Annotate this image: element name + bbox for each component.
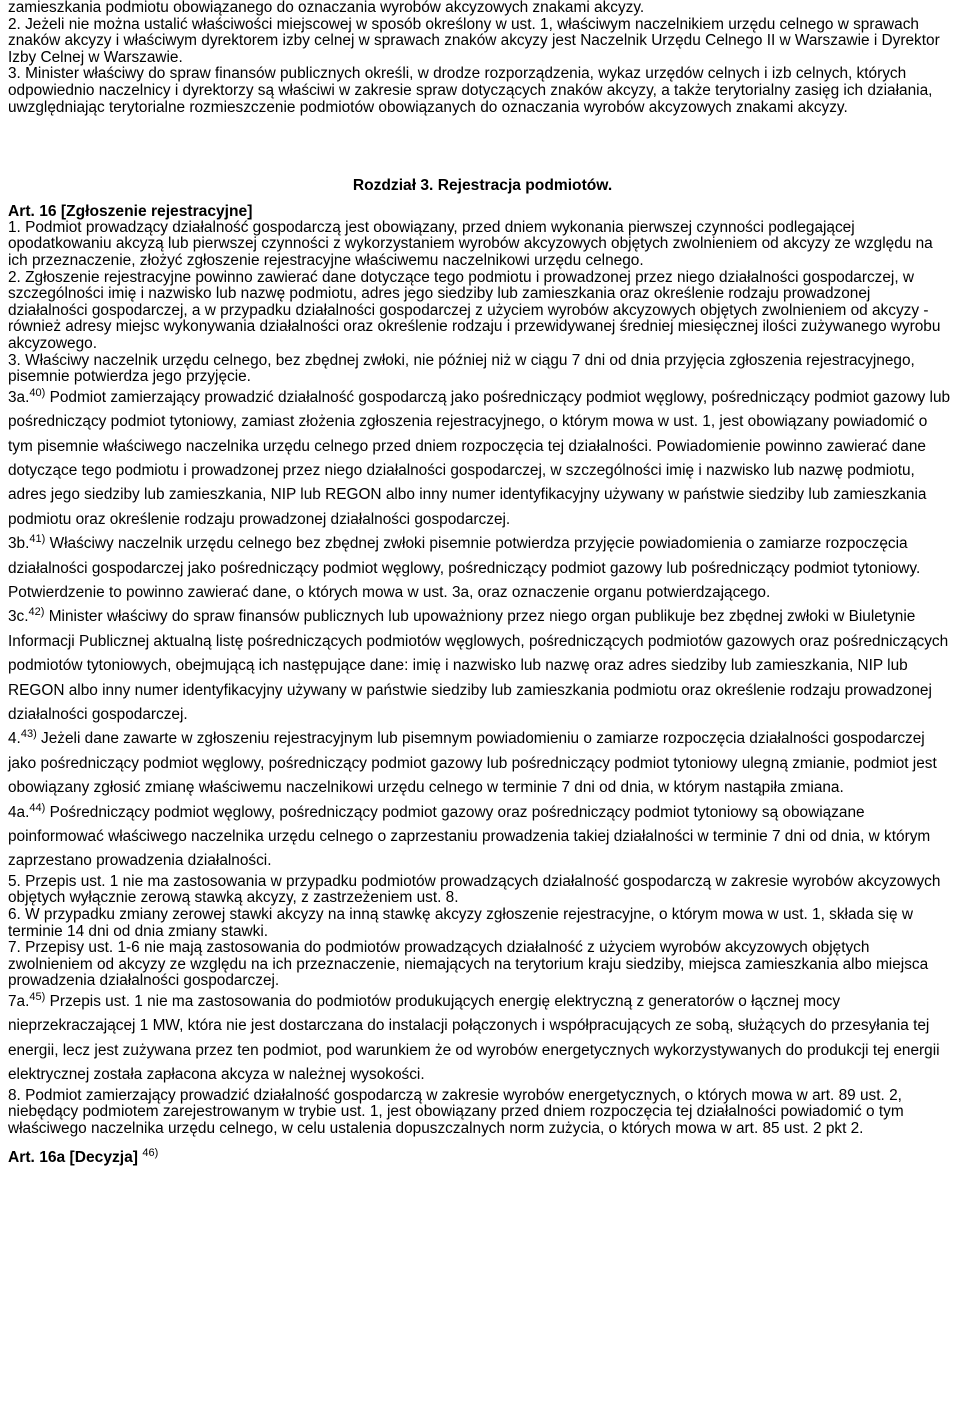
paragraph-label: 3b. — [8, 535, 30, 553]
footnote-ref: 44) — [29, 801, 46, 814]
footnote-ref: 41) — [29, 533, 46, 546]
footnote-ref: 45) — [29, 990, 46, 1003]
paragraph-label: 3c. — [8, 608, 29, 626]
paragraph-3: 3. Minister właściwy do spraw finansów publicznych określi, w drodze rozporządzenia, wykaz urzędów celnych i izb celnych, których odpowiednio naczelnicy i dyrektorzy są właściwi w zakresie spraw dotyczących znaków akcyzy, a także terytorialny zasięg ich działania, uwzględniając terytorialne rozmieszczenie podmiotów obowiązanych do oznaczania wyrobów akcyzowych znakami akcyzy. — [8, 65, 933, 116]
chapter-heading — [8, 178, 954, 195]
footnote-ref: 42) — [28, 606, 45, 619]
paragraph-label: 3a. — [8, 388, 30, 406]
paragraph-label: 4a. — [8, 803, 30, 821]
article-16-paragraph-3: 3. Właściwy naczelnik urzędu celnego, bez zbędnej zwłoki, nie później niż w ciągu 7 dni od dnia przyjęcia zgłoszenia rejestracyjnego, pisemnie potwierdza jego przyjęcie. — [8, 351, 915, 386]
article-16-paragraph-6: 6. W przypadku zmiany zerowej stawki akcyzy na inną stawkę akcyzy zgłoszenie rejestracyjne, o którym mowa w ust. 1, składa się w terminie 14 dni od dnia zmiany stawki. — [8, 906, 913, 940]
article-16-paragraph-7a — [8, 990, 954, 1088]
article-16-paragraph-4 — [8, 727, 954, 800]
paragraph-2: 2. Jeżeli nie można ustalić właściwości miejscowej w sposób określony w ust. 1, właściwym naczelnikiem urzędu celnego w sprawach znaków akcyzy i właściwym dyrektorem izby celnej w sprawach znaków akcyzy jest Naczelnik Urzędu Celnego II w Warszawie i Dyrektor Izby Celnej w Warszawie. — [8, 15, 940, 66]
paragraph-text: Minister właściwy do spraw finansów publicznych lub upoważniony przez niego organ publikuje bez zbędnej zwłoki w Biuletynie Informacji Publicznej aktualną listę pośredniczących podmiotów węglowych, pośredniczących podmiotów gazowych oraz pośredniczących podmiotów tytoniowych, obejmującą ich następujące dane: imię i nazwisko lub nazwę oraz adres siedziby lub zamieszkania, NIP lub REGON albo inny numer identyfikacyjny używany w państwie siedziby lub zamieszkania podmiotu oraz określenie rodzaju prowadzonej działalności gospodarczej. — [8, 608, 949, 723]
paragraph-text: Jeżeli dane zawarte w zgłoszeniu rejestracyjnym lub pisemnym powiadomieniu o zamiarze rozpoczęcia działalności gospodarczej jako pośredniczący podmiot węglowy, pośredniczący podmiot gazowy lub pośredniczący podmiot tytoniowy ulegną zmianie, podmiot jest obowiązany zgłosić zmianę właściwemu naczelnikowi urzędu celnego w terminie 7 dni od dnia, w którym nastąpiła zmiana. — [8, 730, 937, 797]
footnote-ref: 43) — [20, 728, 37, 741]
paragraph-text: Przepis ust. 1 nie ma zastosowania do podmiotów produkujących energię elektryczną z generatorów o łącznej mocy nieprzekraczającej 1 MW, która nie jest dostarczana do instalacji połączonych i współpracujących ze sobą, służących do przesyłania tej energii, lecz jest zużywana przez ten podmiot, pod warunkiem że od wyrobów energetycznych wykorzystywanych do produkcji tej energii elektrycznej została zapłacona akcyza w należnej wysokości. — [8, 992, 940, 1084]
article-16a-heading — [8, 1149, 954, 1166]
article-16-paragraph-3c — [8, 605, 954, 727]
paragraph-continuation: zamieszkania podmiotu obowiązanego do oznaczania wyrobów akcyzowych znakami akcyzy. — [8, 0, 645, 16]
article-16-paragraph-7: 7. Przepisy ust. 1-6 nie mają zastosowania do podmiotów prowadzących działalność z użyciem wyrobów akcyzowych objętych zwolnieniem od akcyzy ze względu na ich przeznaczenie, niemających na terytorium kraju siedziby, miejsca zamieszkania albo miejsca prowadzenia działalności gospodarczej. — [8, 939, 929, 990]
article-16-paragraph-5: 5. Przepis ust. 1 nie ma zastosowania w przypadku podmiotów prowadzących działalność gospodarczą w zakresie wyrobów akcyzowych objętych wyłącznie zerową stawką akcyzy, z zastrzeżeniem ust. 8. — [8, 872, 941, 907]
article-16-paragraph-3b — [8, 532, 954, 605]
article-16-heading: Art. 16 [Zgłoszenie rejestracyjne] — [8, 202, 253, 220]
paragraph-text: Podmiot zamierzający prowadzić działalność gospodarczą jako pośredniczący podmiot węglowy, pośredniczący podmiot gazowy lub pośredniczący podmiot tytoniowy, zamiast złożenia zgłoszenia rejestracyjnego, o którym mowa w ust. 1, jest obowiązany powiadomić o tym pisemnie właściwego naczelnika urzędu celnego przed dniem rozpoczęcia tej działalności. Powiadomienie powinno zawierać dane dotyczące tego podmiotu i prowadzonej przez niego działalności gospodarczej, w szczególności imię i nazwisko lub nazwę podmiotu, adres jego siedziby lub zamieszkania, NIP lub REGON albo inny numer identyfikacyjny używany w państwie siedziby lub zamieszkania podmiotu oraz określenie rodzaju prowadzonej działalności gospodarczej. — [8, 388, 951, 528]
article-16-paragraph-2: 2. Zgłoszenie rejestracyjne powinno zawierać dane dotyczące tego podmiotu i prowadzonej przez niego działalności gospodarczej, w szczególności imię i nazwisko lub nazwę podmiotu, adres jego siedziby lub zamieszkania oraz określenie rodzaju prowadzonej działalności gospodarczej, a w przypadku działalności gospodarczej z użyciem wyrobów akcyzowych objętych zwolnieniem od akcyzy - również adresy miejsc wykonywania działalności oraz określenie rodzaju i przewidywanej średniej miesięcznej ilości zużywanego wyrobu akcyzowego. — [8, 268, 941, 352]
article-16-paragraph-4a — [8, 801, 954, 874]
paragraph-label: 4. — [8, 730, 21, 748]
paragraph-text: Właściwy naczelnik urzędu celnego bez zbędnej zwłoki pisemnie potwierdza przyjęcie powiadomienia o zamiarze rozpoczęcia działalności gospodarczej jako pośredniczący podmiot węglowy, pośredniczący podmiot gazowy lub pośredniczący podmiot tytoniowy. Potwierdzenie to powinno zawierać dane, o których mowa w ust. 3a, oraz oznaczenie organu potwierdzającego. — [8, 535, 921, 601]
chapter-title: Rozdział 3. Rejestracja podmiotów. — [352, 177, 613, 195]
footnote-ref: 40) — [29, 386, 46, 399]
article-16-paragraph-8: 8. Podmiot zamierzający prowadzić działalność gospodarczą w zakresie wyrobów energetycznych, o których mowa w art. 89 ust. 2, niebędący podmiotem zarejestrowanym w trybie ust. 1, jest obowiązany przed dniem rozpoczęcia tej działalności powiadomić o tym właściwego naczelnika urzędu celnego, w celu ustalenia dopuszczalnych norm zużycia, o których mowa w art. 85 ust. 2 pkt 2. — [8, 1086, 904, 1137]
paragraph-text: Pośredniczący podmiot węglowy, pośredniczący podmiot gazowy oraz pośredniczący podmiot tytoniowy są obowiązane poinformować właściwego naczelnika urzędu celnego o zaprzestaniu prowadzenia takiej działalności w terminie 7 dni od dnia, w którym zaprzestano prowadzenia działalności. — [8, 803, 931, 870]
article-16a-title: Art. 16a [Decyzja] — [8, 1149, 139, 1167]
article-16-paragraph-3a — [8, 386, 954, 532]
footnote-ref: 46) — [142, 1147, 159, 1160]
paragraph-label: 7a. — [8, 992, 30, 1010]
article-16-paragraph-1: 1. Podmiot prowadzący działalność gospodarczą jest obowiązany, przed dniem wykonania pierwszej czynności podlegającej opodatkowaniu akcyzą lub pierwszej czynności z wykorzystaniem wyrobów akcyzowych objętych zwolnieniem od akcyzy ze względu na ich przeznaczenie, złożyć zgłoszenie rejestracyjne właściwemu naczelnikowi urzędu celnego. — [8, 218, 933, 269]
